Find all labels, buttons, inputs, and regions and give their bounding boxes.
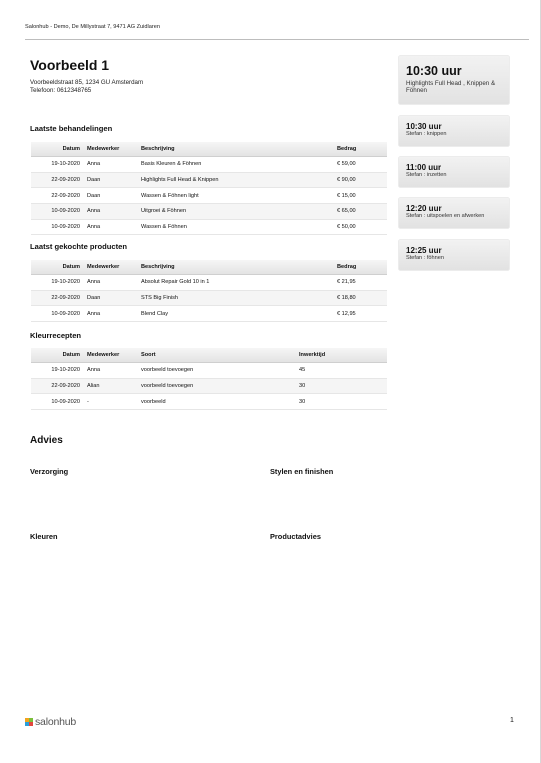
table-header-row	[31, 348, 387, 363]
column-header-date: Datum	[31, 142, 84, 157]
step-time: 11:00 uur	[406, 163, 442, 172]
treatments-title: Laatste behandelingen	[30, 124, 113, 133]
step-time: 12:20 uur	[406, 204, 442, 213]
advice-colors-heading: Kleuren	[30, 532, 58, 541]
table-row	[31, 219, 387, 235]
table-row	[31, 157, 387, 173]
column-header-description: Beschrijving	[138, 142, 334, 157]
column-header-amount: Bedrag	[334, 142, 387, 157]
cell-description: Wassen & Föhnen light	[138, 188, 334, 204]
cell-description: STS Big Finish	[138, 290, 334, 306]
treatments-table	[31, 142, 387, 235]
page-number: 1	[510, 717, 514, 724]
advice-styling-heading: Stylen en finishen	[270, 467, 334, 476]
client-name: Voorbeeld 1	[30, 57, 110, 73]
cell-amount: € 65,00	[334, 204, 387, 220]
appointment-description: Highlights Full Head , Knippen & Föhnen	[406, 80, 496, 95]
salonhub-logo	[25, 716, 76, 728]
cell-date: 22-09-2020	[31, 290, 84, 306]
cell-description: Blend Clay	[138, 306, 334, 322]
column-header-date: Datum	[31, 348, 84, 363]
cell-time: 30	[296, 394, 387, 410]
color-recipes-title: Kleurrecepten	[30, 331, 82, 340]
cell-employee: Anna	[84, 157, 138, 173]
cell-type: voorbeeld toevoegen	[138, 363, 296, 379]
cell-employee: Anna	[84, 275, 138, 291]
cell-employee: Daan	[84, 290, 138, 306]
table-row	[31, 172, 387, 188]
column-header-employee: Medewerker	[84, 260, 138, 275]
table-row	[31, 363, 387, 379]
salon-header: Salonhub - Demo, De Millystraat 7, 9471 AG Zuidlaren	[25, 24, 529, 40]
cell-amount: € 12,95	[334, 306, 387, 322]
appointment-step-card	[399, 157, 509, 187]
products-title: Laatst gekochte producten	[30, 242, 128, 251]
column-header-employee: Medewerker	[84, 142, 138, 157]
cell-amount: € 50,00	[334, 219, 387, 235]
cell-employee: Daan	[84, 172, 138, 188]
cell-type: voorbeeld	[138, 394, 296, 410]
cell-date: 10-09-2020	[31, 306, 84, 322]
cell-amount: € 21,95	[334, 275, 387, 291]
cell-description: Basis Kleuren & Föhnen	[138, 157, 334, 173]
cell-date: 10-09-2020	[31, 394, 84, 410]
cell-employee: Anna	[84, 363, 138, 379]
table-row	[31, 290, 387, 306]
cell-date: 22-09-2020	[31, 378, 84, 394]
cell-date: 10-09-2020	[31, 219, 84, 235]
cell-amount: € 15,00	[334, 188, 387, 204]
cell-date: 19-10-2020	[31, 157, 84, 173]
cell-description: Highlights Full Head & Knippen	[138, 172, 334, 188]
cell-date: 19-10-2020	[31, 275, 84, 291]
step-description: Stefan : inzetten	[406, 172, 447, 178]
cell-time: 30	[296, 378, 387, 394]
table-row	[31, 394, 387, 410]
cell-amount: € 90,00	[334, 172, 387, 188]
table-header-row	[31, 260, 387, 275]
cell-description: Wassen & Föhnen	[138, 219, 334, 235]
products-table	[31, 260, 387, 322]
table-row	[31, 188, 387, 204]
advice-title: Advies	[30, 435, 63, 446]
appointment-summary-card	[399, 56, 509, 104]
appointment-step-card	[399, 240, 509, 270]
cell-employee: Anna	[84, 306, 138, 322]
color-recipes-table	[31, 348, 387, 410]
client-phone: Telefoon: 0612348765	[30, 87, 92, 94]
table-row	[31, 204, 387, 220]
salonhub-logo-text: salonhub	[35, 716, 77, 728]
column-header-employee: Medewerker	[84, 348, 138, 363]
cell-date: 10-09-2020	[31, 204, 84, 220]
column-header-time: Inwerktijd	[296, 348, 387, 363]
cell-date: 19-10-2020	[31, 363, 84, 379]
step-description: Stefan : knippen	[406, 131, 447, 137]
column-header-type: Soort	[138, 348, 296, 363]
table-row	[31, 275, 387, 291]
table-row	[31, 306, 387, 322]
advice-care-heading: Verzorging	[30, 467, 69, 476]
column-header-description: Beschrijving	[138, 260, 334, 275]
step-description: Stefan : uitspoelen en afwerken	[406, 213, 485, 219]
cell-date: 22-09-2020	[31, 188, 84, 204]
table-row	[31, 378, 387, 394]
cell-description: Uitgroei & Föhnen	[138, 204, 334, 220]
appointment-time: 10:30 uur	[406, 64, 462, 78]
step-time: 12:25 uur	[406, 246, 442, 255]
cell-date: 22-09-2020	[31, 172, 84, 188]
cell-employee: Anna	[84, 219, 138, 235]
advice-product-heading: Productadvies	[270, 532, 321, 541]
salonhub-logo-icon	[25, 718, 33, 726]
cell-amount: € 18,80	[334, 290, 387, 306]
cell-description: Absolut Repair Gold 10 in 1	[138, 275, 334, 291]
step-time: 10:30 uur	[406, 122, 442, 131]
column-header-amount: Bedrag	[334, 260, 387, 275]
client-address: Voorbeeldstraat 85, 1234 GU Amsterdam	[30, 79, 144, 86]
cell-type: voorbeeld toevoegen	[138, 378, 296, 394]
cell-amount: € 59,00	[334, 157, 387, 173]
cell-employee: Daan	[84, 188, 138, 204]
table-header-row	[31, 142, 387, 157]
appointment-step-card	[399, 116, 509, 146]
step-description: Stefan : föhnen	[406, 255, 444, 261]
column-header-date: Datum	[31, 260, 84, 275]
cell-employee: -	[84, 394, 138, 410]
appointment-step-card	[399, 198, 509, 228]
cell-employee: Alian	[84, 378, 138, 394]
cell-employee: Anna	[84, 204, 138, 220]
cell-time: 45	[296, 363, 387, 379]
